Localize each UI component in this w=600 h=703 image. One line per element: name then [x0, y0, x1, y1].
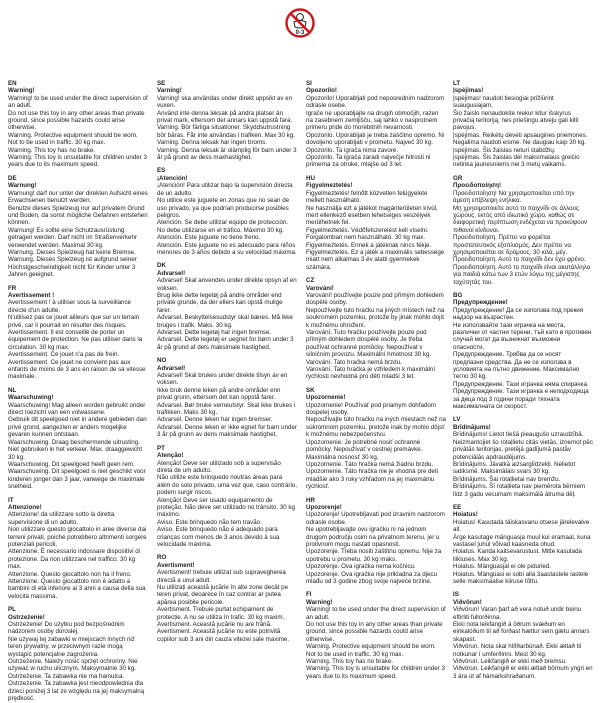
warning-text: Warning! to be used under the direct supervision of an adult. Do not use this toy in any other areas than private ground, since possible hazards could arise otherwise. Warning. Protective equipment should be worn. Not to be used in traffic. 30 kg max. Warning. This toy has no brake. Warning. This toy is unsuitable for children under 3 years due to its maximum speed. — [306, 606, 446, 680]
warning-text: Avertisment! trebuie utilizat sub supravegherea directă a unui adult. Nu utilizați această jucărie în alte zone decât pe teren privat, deoarece în caz contrar ar putea apărea posibile pericole. Avertisment. Trebuie purtat echipament de protecție. A nu se utiliza în trafic. 30 kg maxim. Avertisment. Această jucărie nu are frână. Avertisment. Această jucărie nu este potrivită copiilor sub 3 ani din cauza vitezei sale maxime. — [157, 569, 290, 643]
warning-heading: Upozornenie! — [306, 394, 346, 402]
warning-heading: Brīdinājums! — [453, 423, 491, 431]
warning-heading: Advarsel! — [157, 269, 186, 277]
warning-heading: Avertisment! — [157, 561, 195, 569]
language-block — [306, 497, 446, 586]
warning-heading: ¡Atención! — [157, 174, 188, 182]
warning-heading: Varování! — [306, 284, 334, 292]
language-code: PT — [157, 444, 165, 452]
warning-text: Upozorenje! Upotrebljavati pod izravnim nadzorom odrasle osobe. Ne upotrebljavajte ovu igračku ni na jednom drugom području osim na privatnom terenu, jer u protivnom mogu nastati opasnosti. Upozorenje. Treba nositi zaštitnu opremu. Nije za upotrebu u prometu. 30 kg maks. Upozorenje. Ova igračka nema kočnicu. Upozorenje. Ova igračka nije prikladna za djecu mlađu od 3 godine zbog svoje najveće brzine. — [306, 511, 445, 585]
no-toddlers-icon — [285, 8, 315, 38]
warning-text: Brīdinājums! Lietot tiešā pieaugušo uzraudzībā. Neizmantojiet šo rotaļlietu citās vietās, izņemot pēc privātās teritorijas, pretējā gadījumā pastāv potenciālās apdraudējums. Brīdinājums. Jāvalkā aizsarglīdzekļi. Nelietot satiksmē. Maksimālais svars 30 kg. Brīdinājums. Šai rotaļlietai nav bremžu. Brīdinājums. Šī rotaļlieta nav piemērota bērniem līdz 3 gadu vecumam maksimālā ātruma dēļ. — [453, 431, 593, 498]
warning-text: Opozorilo! Uporabljati pod neposrednim nadzorom odrasle osebe. Igrače ne uporabljajte na drugih območjih, razen na zasebnem zemljišču, saj lahko v nasprotnem primeru pride do morebitnih nevarnosti. Opozorilo. Uporabljati je treba zaščitno opremo. Ni dovoljeno uporabljati v prometu. Največ 30 kg. Opozorilo. Ta igrača nima zavore. Opozorilo. Ta igrača zaradi največje hitrosti ni primerna za otroke, mlajše od 3 let. — [306, 94, 445, 169]
language-code: RO — [157, 554, 167, 562]
language-code: EN — [8, 80, 17, 87]
warning-heading: Atenção! — [157, 452, 184, 460]
warning-heading: Įspėjimas! — [453, 87, 484, 95]
warning-text: Предупреждение! Да се използва под прекия надзор на възрастен. Не използвайте тази играчка на места, различни от частни терени, тъй като в противен случай могат да възникнат възможни опасности. Предупреждение. Трябва да се носят предпазни средства. Да не се използва в условията на пътно движение. Максимално тегло 30 kg. Предупреждение. Тази играчка няма спирачка. Предупреждение. Тази играчка е неподходяща за деца под 3 години поради тяхната максималната си скорост. — [453, 306, 592, 411]
warning-heading: Opozorilo! — [306, 87, 337, 95]
language-code: FR — [8, 284, 17, 292]
language-block — [453, 504, 593, 585]
warning-heading: Προειδοποίηση! — [453, 182, 502, 190]
language-code: HR — [306, 496, 315, 504]
language-code: SE — [157, 80, 166, 87]
language-code: DE — [8, 174, 17, 182]
warning-heading: Varning! — [157, 87, 182, 95]
warning-text: ¡Atención! Para utilizar bajo la supervisión directa de un adulto. No utilice este juguete en zonas que no sean de uso privado, ya que podrían producirse posibles peligros. Atención. Se debe utilizar equipo de protección. No debe utilizarse en el tráfico. Máximo 30 kg. Atención. Este juguete no tiene freno. Atención. Este juguete no es adecuado para niños menores de 3 años debido a su velocidad máxima. — [157, 182, 297, 256]
language-block — [157, 445, 297, 549]
language-block — [306, 591, 446, 680]
language-block — [8, 497, 148, 601]
warning-text: Waarschuwing! Mag alleen worden gebruikt onder direct toezicht van een volwassene. Gebruik dit speelgoed niet in andere gebieden dan privé grond, aangezien er anders mogelijke gevaren kunnen ontstaan. Waarschuwing. Draag beschermende uitrusting. Niet gebruiken in het verkeer. Max. draaggewicht 30 kg. Waarschuwing. Dit speelgoed heeft geen rem. Waarschuwing. Dit speelgoed is niet geschikt voor kinderen jonger dan 3 jaar, vanwege de maximale snelheid. — [8, 401, 147, 491]
language-block — [306, 277, 446, 381]
language-code: IT — [8, 496, 14, 504]
warning-text: Warnung! darf nur unter der direkten Aufsicht eines Erwachsenen benutzt werden. Benutze dieses Spielzeug nur auf privatem Grund und Boden, da sonst mögliche Gefahren entstehen können. Warnung! Es sollte eine Schutzausrüstung getragen werden. Darf nicht im Straßenverkehr verwendet werden. Maximal 30 kg. Warnung. Dieses Spielzeug hat keine Bremse. Warnung. Dieses Spielzeug ist aufgrund seiner Höchstgeschwindigkeit nicht für Kinder unter 3 Jahren geeignet. — [8, 189, 148, 279]
language-block — [453, 416, 593, 497]
column-4 — [453, 80, 593, 680]
language-block — [453, 175, 593, 286]
language-block — [306, 175, 446, 271]
warning-heading: Hoiatus! — [453, 511, 478, 519]
warning-text: Varování! používejte pouze pod přímým dohledem dospělé osoby. Nepoužívejte tuto hračku na jiných místech než na soukromém pozemku, protože by jinak mohlo dojít k možnému ohrožení. Varování. Tuto hračku používejte pouze pod přímým dohledem dospělé osoby. Je třeba používat ochranné pomůcky. Nepoužívat v silničním provozu. Maximální hmotnost 30 kg. Varování. Tato hračka nemá brzdu. Varování. Tato hračka je vzhledem k maximální rychlosti nevhodná pro děti mladší 3 let. — [306, 291, 445, 381]
language-block — [453, 80, 593, 169]
language-code: IS — [453, 591, 459, 599]
warning-heading: Warning! — [8, 87, 35, 95]
warning-text: Figyelmeztetés! felnőtt közvetlen felügyelete mellett használható. Ne használja ezt a játékot magánterületen kívül, mert ellenkező esetben lehetséges veszélyek merülhetnek fel. Figyelmeztetés. Védőfelszerelést kell viselni. Forgalomban nem használható. 30 kg max. Figyelmeztetés. Ennek a játéknak nincs fékje. Figyelmeztetés. Ez a játék a maximális sebessége miatt nem alkalmas 3 év alatti gyermekek számára. — [306, 189, 445, 271]
warning-heading: Upozorenje! — [306, 503, 342, 511]
column-2 — [157, 80, 297, 643]
language-block — [157, 80, 297, 161]
language-code: DK — [157, 262, 166, 270]
language-code: FI — [306, 591, 312, 599]
language-code: GR — [453, 174, 463, 182]
language-code: LV — [453, 416, 461, 424]
language-block — [157, 167, 297, 256]
warning-text: Atenção! Deve ser utilizado sob a supervisão direta de um adulto. Não utilize este brinquedo noutras áreas para além do solo privado, uma vez que, caso contrário, podem surgir riscos. Atenção! Deve ser usado equipamento de proteção. Não deve ser utilizado no trânsito. 30 kg máximo. Aviso. Este brinquedo não tem travão. Aviso. Este brinquedo não é adequado para crianças com menos de 3 anos devido à sua velocidade máxima. — [157, 459, 297, 548]
warning-heading: Waarschuwing! — [8, 394, 54, 402]
language-block — [8, 606, 148, 702]
language-code: LT — [453, 80, 461, 87]
language-block — [157, 262, 297, 351]
warning-text: Advarsel! Skal brukes under direkte tilsyn av en voksen. Ikke bruk denne leken på andre områder enn privat grunn, ettersom det kan oppstå farer. Advarsel. Bør bruke verneutstyr. Skal ikke brukes i trafikken. Maks 30 kg. Advarsel. Denne leken har ingen bremser. Advarsel. Denne leken er ikke egnet for barn under 3 år på grunn av dens maksimale hastighet. — [157, 372, 297, 439]
language-code: ES — [157, 167, 166, 175]
warning-heading: Warning! — [306, 598, 333, 606]
warning-heading: Figyelmeztetés! — [306, 182, 353, 190]
language-block — [157, 554, 297, 643]
language-code: PL — [8, 606, 16, 614]
warning-text: Įspėjimas! naudoti tiesiogiai prižiūrint suaugusiajam. Šio žaislo nenaudokite niekur kitur išskyrus privačią teritoriją, nes priešingu atveju gali kilti pavojus. Įspėjimas. Reikėtų dėvėti apsaugines priemones. Negalima naudoti eisme. Ne daugiau kaip 30 kg. Įspėjimas. Šis žaislas neturi stabdžių. Įspėjimas. Šis žaislas dėl maksimalaus greičio netinka jaunesniems nei 3 metų vaikams. — [453, 94, 588, 169]
language-code: SK — [306, 386, 315, 394]
warning-heading: Ostrzeżenie! — [8, 613, 45, 621]
language-block — [453, 591, 593, 680]
age-icon-label: 0-3 — [295, 30, 305, 36]
language-code: CZ — [306, 277, 315, 285]
header — [0, 0, 600, 76]
warning-text: Upozornenie! Používať pod priamym dohľadom dospelej osoby. Nepoužívajte túto hračku na iných miestach než na súkromnom pozemku, pretože inak by mohlo dôjsť k možnému nebezpečenstvu. Upozornenie. Je potrebné nosiť ochranné pomôcky. Nepoužívať v cestnej premávke. Maximálna nosnosť 30 kg. Upozornenie. Táto hračka nemá žiadnu brzdu. Upozornenie. Táto hračka nie je vhodná pre deti mladšie ako 3 roky vzhľadom na jej maximálnu rýchlosť. — [306, 401, 446, 491]
warning-text: Attenzione! da utilizzare sotto la diretta supervisione di un adulto. Non utilizzare questo giocattolo in aree diverse dai terreni privati, poiché potrebbero altrimenti sorgere potenziali pericoli. Attenzione. È necessario indossare dispositivi di protezione. Da non utilizzare nel traffico. 30 kg max. Attenzione. Questo giocattolo non ha il freno. Attenzione. Questo giocattolo non è adatto a bambini di età inferiore ai 3 anni a causa della sua velocità massima. — [8, 511, 147, 600]
warning-text: Varning! ska användas under direkt uppsikt av en vuxen. Använd inte denna leksak på andra platser än privat mark, eftersom det annars kan uppstå fara. Varning. Bör färliga situationer. Skyddsutrustning bör bäras. Får inte användas i trafiken. Max 30 kg. Varning. Denna leksak har ingen broms. Varning. Denna leksak är olämplig för barn under 3 år på grund av dess maxhastighet. — [157, 94, 297, 162]
language-block — [306, 80, 446, 169]
language-block — [8, 387, 148, 491]
language-code: EE — [453, 503, 462, 511]
warning-heading: Attenzione! — [8, 503, 42, 511]
warning-columns — [0, 80, 600, 703]
language-block — [306, 387, 446, 491]
warning-text: Ostrzeżenie! Do użytku pod bezpośrednim nadzorem osoby dorosłej. Nie używaj tej zabawki w miejscach innych niż teren prywatny, w przeciwnym razie mogą wystąpić potencjalne zagrożenia. Ostrzeżenie. Należy nosić sprzęt ochronny. Nie używać w ruchu ulicznym. Maksymalnie 30 kg. Ostrzeżenie. Ta zabawka nie ma hamulca. Ostrzeżenie. Ta zabawka jest nieodpowiednia dla dzieci poniżej 3 lat ze względu na jej maksymalną prędkość. — [8, 621, 145, 703]
language-block — [8, 285, 148, 381]
language-code: NO — [157, 357, 167, 365]
language-block — [157, 357, 297, 438]
warning-text: Προειδοποίηση! Να χρησιμοποιείται υπό την άμεση επίβλεψη ενήλικα. Μη χρησιμοποιείτε αυτό το παιχνίδι σε άλλους χώρους, εκτός από ιδιωτικό χώρο, καθώς σε διαφορετική περίπτωση ενδέχεται να προκύψουν πιθανοί κίνδυνοι. Προειδοποίηση. Πρέπει να φοριέται προστατευτικός εξοπλισμός. Δεν πρέπει να χρησιμοποιείται σε δρόμους. 30 κιλά, μέγ. Προειδοποίηση. Αυτό το παιχνίδι δεν έχει φρένο. Προειδοποίηση. Αυτό το παιχνίδι είναι ακατάλληλο για παιδιά κάτω των 3 ετών λόγω της μέγιστης ταχύτητάς του. — [453, 189, 591, 286]
warning-heading: Предупреждение! — [453, 299, 508, 307]
warning-text: Hoiatus! Kasutada täiskasvanu otsese järelevalve all. Ärge kasutage mänguasja muul kui eramaal, kuna vastasel juhul võivad kaasneda ohud. Hoiatus. Kanda kaitsevarustust. Mitte kasutada liikluses. Max 30 kg. Hoiatus. Mänguasjal ei ole piduried. Hoiatus. Mänguasi ei sobi alla 3aastastele lastele selle maksimaalse kiiruse tõttu. — [453, 518, 591, 585]
warning-text: Viðvörun! Varan þarf að vera notuð undir beinu eftirliti fullorðinna. Ekki nota leikfangið á öðrum svæðum en einkalóðum til að forðast hættur sem gætu annars skapast. Viðvörun. Nota skal hlífðarbúnað. Ekki ætlað til notkunar í umferðinni. Mest 30 kg. Viðvörun. Leikfangið er ekki með bremsu. Viðvörun. Leikfangið er ekki ætlað börnum yngri en 3 ára út af hámarkshraðanum. — [453, 606, 593, 680]
warning-text: Advarsel! Skal anvendes under direkte opsyn af en voksen. Brug ikke dette legetøj på andre områder end private grunde, da der ellers kan opstå mulige farer. Advarsel. Beskyttelsesudstyr skal bæres. Må ikke bruges i trafik. Maks. 30 kg. Advarsel. Dette legetøj har ingen bremse. Advarsel. Dette legetøj er uegnet for børn under 3 år på grund af dets maksimale hastighed. — [157, 277, 297, 351]
language-code: SI — [306, 80, 312, 87]
column-3 — [306, 80, 446, 680]
language-code: NL — [8, 386, 17, 394]
warning-text: Warning! to be used under the direct supervision of an adult. Do not use this toy in any other areas than private ground, since possible hazards could arise otherwise. Warning. Protective equipment should be worn. Not to be used in traffic. 30 kg max. Warning. This toy has no brake. Warning. This toy is unsuitable for children under 3 years due to its maximum speed. — [8, 94, 148, 169]
warning-heading: Avertissement ! — [8, 291, 55, 299]
language-block — [8, 80, 148, 169]
language-block — [453, 292, 593, 411]
warning-heading: Advarsel! — [157, 364, 186, 372]
column-1 — [8, 80, 148, 703]
warning-heading: Viðvörun! — [453, 598, 482, 606]
warning-heading: Warnung! — [8, 182, 37, 190]
language-code: BG — [453, 291, 463, 299]
warning-text: Avertissement ! à utiliser sous la surveillance directe d'un adulte. N'utilisez pas ce jouet ailleurs que sur un terrain privé, car il pourrait en résulter des risques. Avertissement. Il est conseillé de porter un équipement de protection. Ne pas utiliser dans la circulation. 30 kg max. Avertissement. Ce jouet n'a pas de frein. Avertissement. Ce jouet ne convient pas aux enfants de moins de 3 ans en raison de sa vitesse maximale. — [8, 299, 146, 381]
language-block — [8, 175, 148, 279]
language-code: HU — [306, 174, 315, 182]
